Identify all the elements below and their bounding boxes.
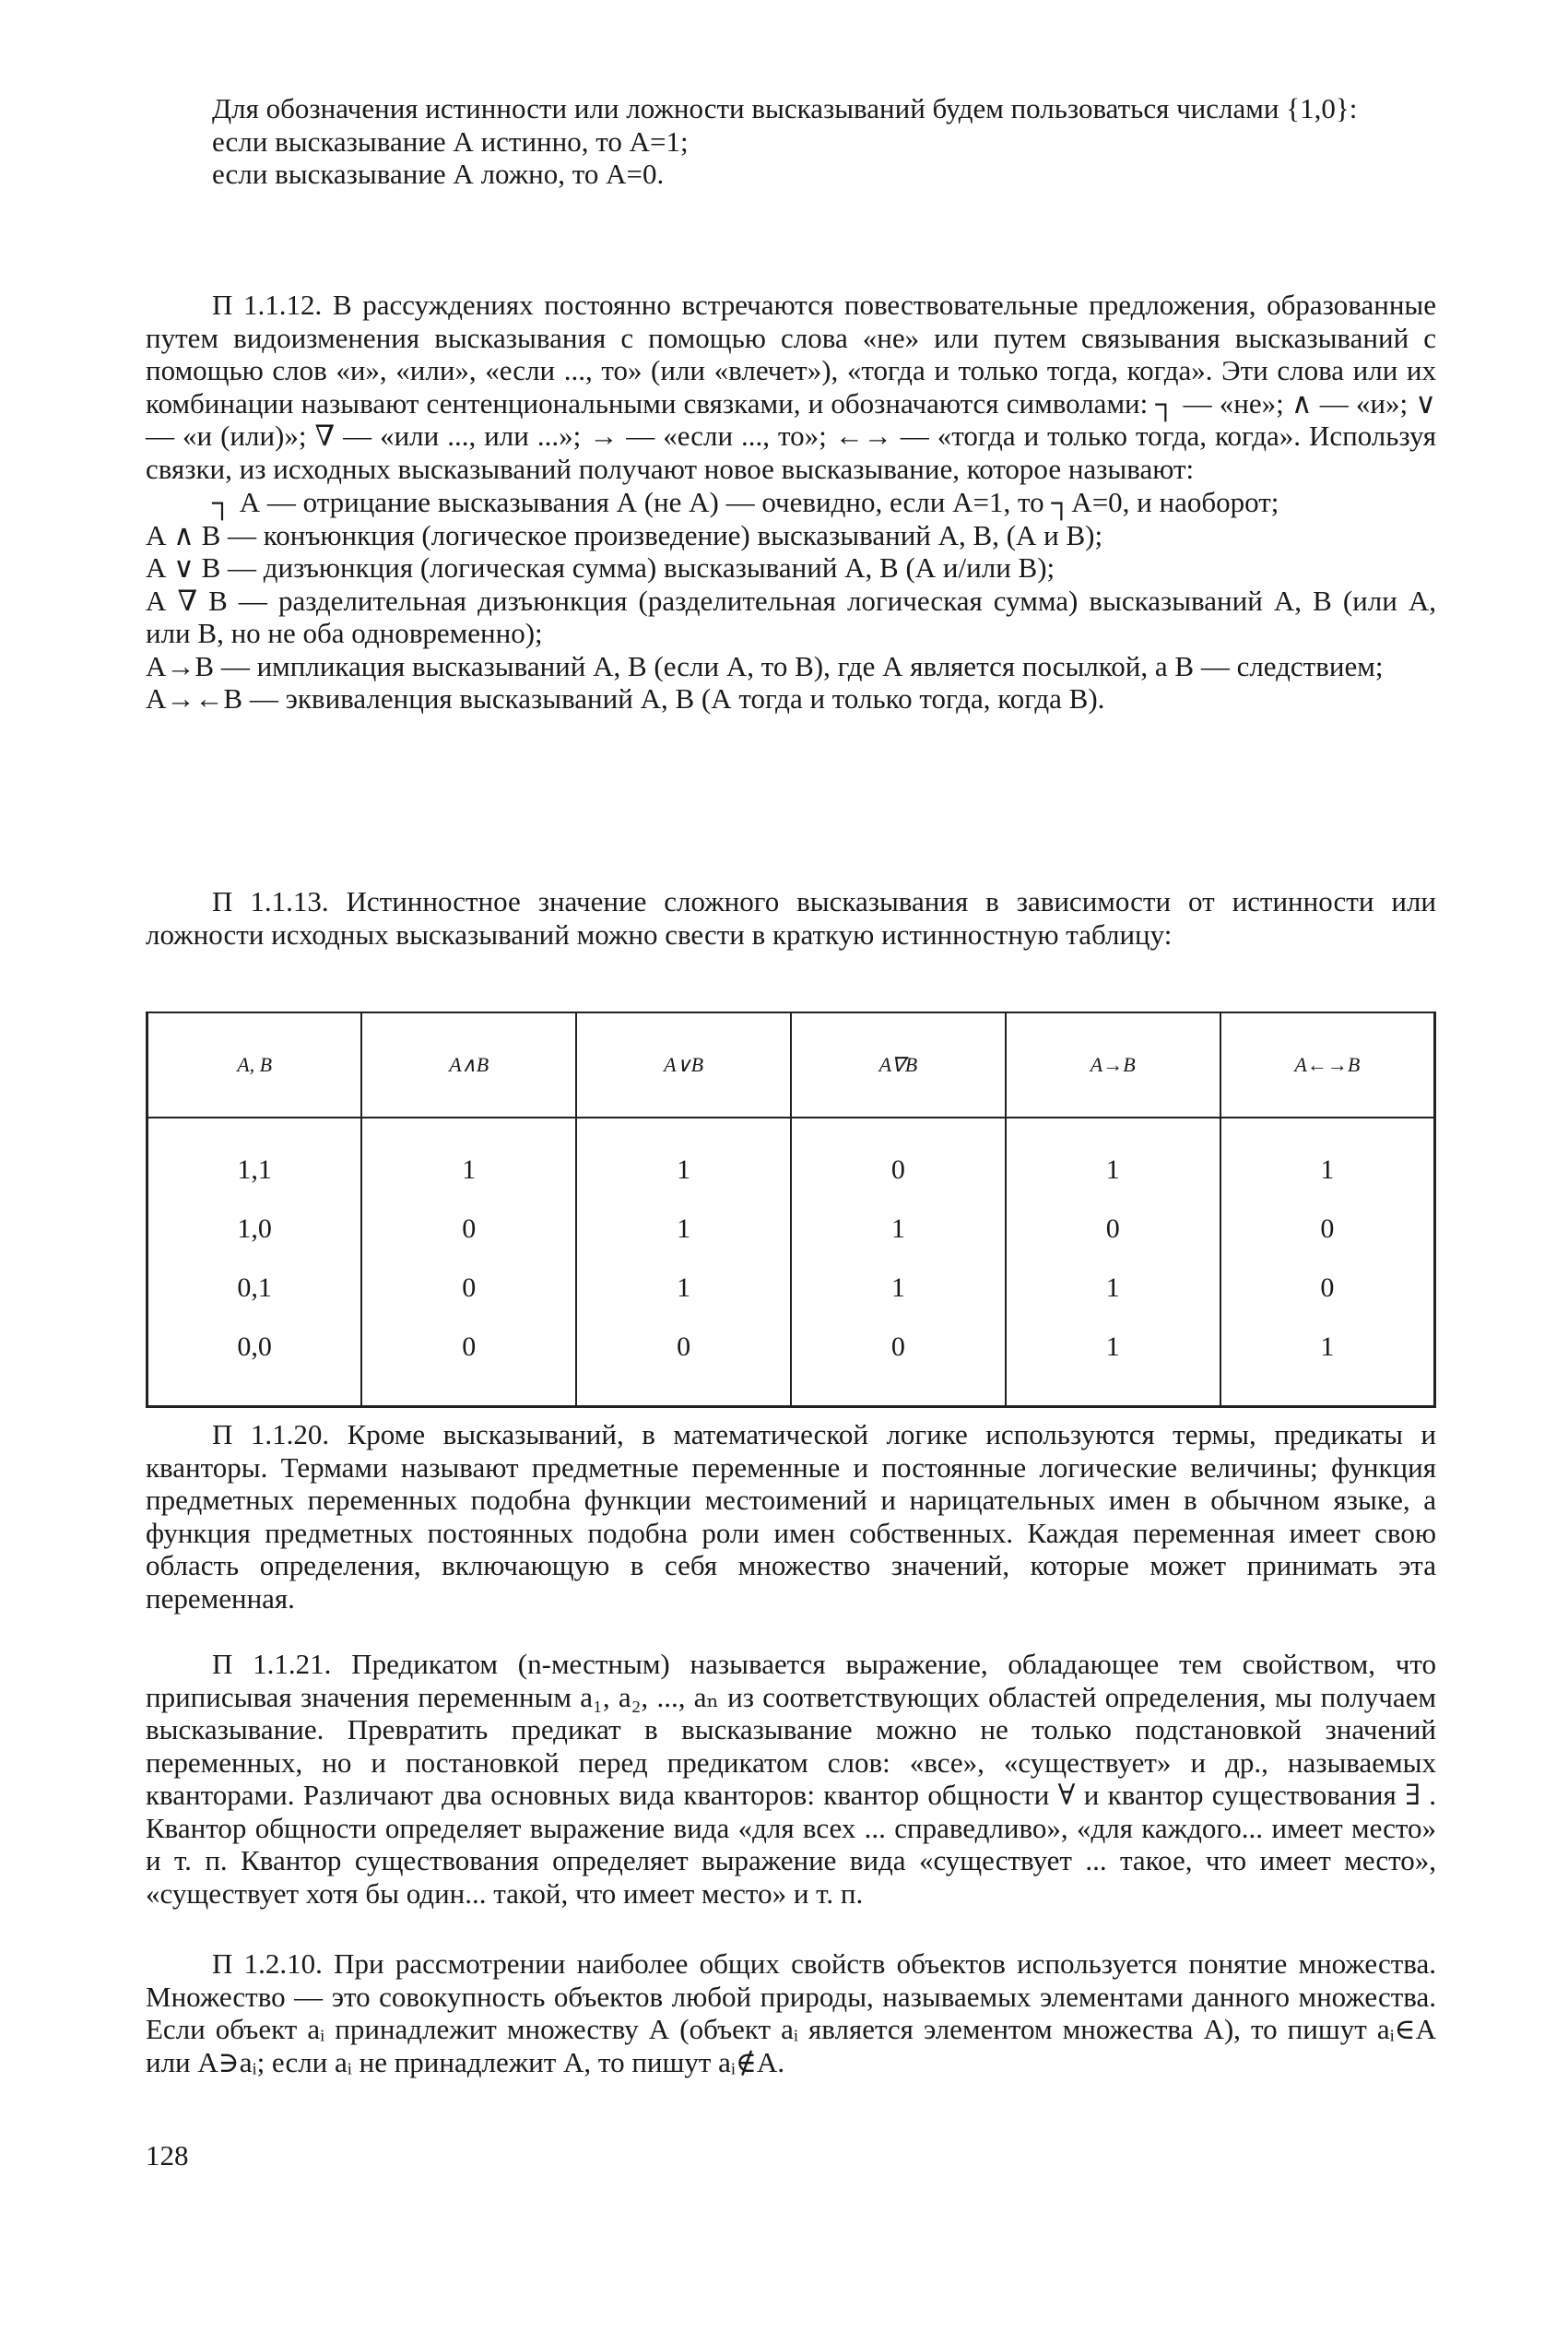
table-cell: 1: [677, 1272, 691, 1303]
header-exclusive-or: A∇B: [791, 1013, 1006, 1118]
paragraph-1-1-20: П 1.1.20. Кроме высказываний, в математической логике используются термы, предикаты и кванторы. Термами называют предметные переменные и постоянные логические величины; функция предметных переменных подобна функции местоимений и нарицательных имен в обычном языке, а функция предметных постоянных подобна роли имен собственных. Каждая переменная имеет свою область определения, включающую в себя множество значений, которые может принимать эта переменная.: [146, 1418, 1436, 1615]
table-cell: 0,0: [237, 1331, 272, 1362]
table-cell: 0: [462, 1331, 477, 1362]
section-1-1-20: [146, 1418, 1436, 1615]
table-cell: 1: [890, 1213, 905, 1244]
table-cell: 0: [890, 1331, 905, 1362]
intro-line: если высказывание А ложно, то А=0.: [212, 158, 665, 190]
paragraph-1-1-13: П 1.1.13. Истинностное значение сложного высказывания в зависимости от истинности или ложности исходных высказываний можно свести в краткую истинностную таблицу:: [146, 885, 1436, 951]
truth-table-grid: [146, 1013, 1436, 1405]
section-1-1-13: [146, 885, 1436, 951]
table-cell: 0,1: [237, 1272, 272, 1303]
table-header-row: [147, 1013, 1435, 1118]
intro-line: если высказывание А истинно, то А=1;: [212, 124, 689, 158]
table-cell: 1: [1105, 1154, 1120, 1185]
table-cell: 1: [677, 1213, 691, 1244]
paragraph-1-1-21: П 1.1.21. Предикатом (n-местным) называется выражение, обладающее тем свойством, что приписывая значения переменным a₁, a₂, ..., aₙ из соответствующих областей определения, мы получаем высказывание. Превратить предикат в высказывание можно не только подстановкой значений переменных, но и постановкой перед предикатом слов: «все», «существует» и др., называемых кванторами. Различают два основных вида кванторов: квантор общности ∀ и квантор существования ∃ . Квантор общности определяет выражение вида «для всех ... справедливо», «для каждого... имеет место» и т. п. Квантор существования определяет выражение вида «существует ... такое, что имеет место», «существует хотя бы один... такой, что имеет место» и т. п.: [146, 1648, 1436, 1910]
table-cell: 0: [1105, 1213, 1120, 1244]
column-ab: [147, 1118, 362, 1405]
table-cell: 0: [1320, 1272, 1335, 1303]
table-cell: 1: [1105, 1331, 1120, 1362]
implication-item: А→В — импликация высказываний А, В (если А, то В), где А является посылкой, а В — следствием;: [146, 649, 1384, 682]
table-cell: 1: [1105, 1272, 1120, 1303]
equivalence-item: А→←В — эквиваленция высказываний А, В (А тогда и только тогда, когда В).: [146, 682, 1105, 715]
paragraph-1-1-12: П 1.1.12. В рассуждениях постоянно встречаются повествовательные предложения, образованные путем видоизменения высказывания с помощью слова «не» или путем связывания высказываний с помощью слов «и», «или», «если ..., то» (или «влечет»), «тогда и только тогда, когда». Эти слова или их комбинации называют сентенциональными связками, и обозначаются символами: ┐ — «не»; ∧ — «и»; ∨ — «и (или)»; ∇ — «или ..., или ...»; → — «если ..., то»; ←→ — «тогда и только тогда, когда». Используя связки, из исходных высказываний получают новое высказывание, которое называют:: [146, 289, 1436, 485]
intro-block: [146, 92, 1436, 191]
table-cell: 1: [1320, 1331, 1335, 1362]
disjunction-item: А ∨ В — дизъюнкция (логическая сумма) высказываний А, В (А и/или В);: [146, 551, 1055, 584]
table-cell: 0: [677, 1331, 691, 1362]
header-disjunction: A∨B: [576, 1013, 791, 1118]
table-cell: 1: [890, 1272, 905, 1303]
header-conjunction: A∧B: [361, 1013, 576, 1118]
column-disjunction: [576, 1118, 791, 1405]
table-cell: 1: [462, 1154, 477, 1185]
table-cell: 1: [677, 1154, 691, 1185]
header-equivalence: A←→B: [1220, 1013, 1435, 1118]
table-cell: 0: [1320, 1213, 1335, 1244]
section-1-1-21: [146, 1648, 1436, 1910]
table-body-row: [147, 1118, 1435, 1405]
page-number: 128: [146, 2139, 189, 2171]
paragraph-1-2-10: П 1.2.10. При рассмотрении наиболее общих свойств объектов используется понятие множества. Множество — это совокупность объектов любой природы, называемых элементами данного множества. Если объект aᵢ принадлежит множеству А (объект aᵢ является элементом множества А), то пишут aᵢ∈А или А∋aᵢ; если aᵢ не принадлежит А, то пишут aᵢ∉А.: [146, 1947, 1436, 2078]
intro-paragraph: Для обозначения истинности или ложности высказываний будем пользоваться числами {1,0}:: [212, 92, 1358, 124]
column-exclusive-or: [791, 1118, 1006, 1405]
column-equivalence: [1220, 1118, 1435, 1405]
section-1-1-12: [146, 289, 1436, 716]
exclusive-disjunction-item: А ∇ В — разделительная дизъюнкция (разделительная логическая сумма) высказываний А, В (или А, или В, но не оба одновременно);: [146, 584, 1436, 649]
conjunction-item: А ∧ В — конъюнкция (логическое произведение) высказываний А, В, (А и В);: [146, 518, 1103, 551]
table-cell: 1,1: [237, 1154, 272, 1185]
table-cell: 0: [890, 1154, 905, 1185]
table-cell: 1: [1320, 1154, 1335, 1185]
negation-item: ┐ А — отрицание высказывания А (не А) — очевидно, если А=1, то ┐А=0, и наоборот;: [212, 486, 1279, 518]
table-cell: 0: [462, 1213, 477, 1244]
column-conjunction: [361, 1118, 576, 1405]
intro-lines: [146, 125, 1436, 191]
section-1-2-10: [146, 1947, 1436, 2078]
header-implication: A→B: [1006, 1013, 1220, 1118]
truth-table: [146, 1012, 1436, 1408]
header-ab: A, B: [147, 1013, 362, 1118]
table-cell: 0: [462, 1272, 477, 1303]
column-implication: [1006, 1118, 1220, 1405]
table-cell: 1,0: [237, 1213, 272, 1244]
